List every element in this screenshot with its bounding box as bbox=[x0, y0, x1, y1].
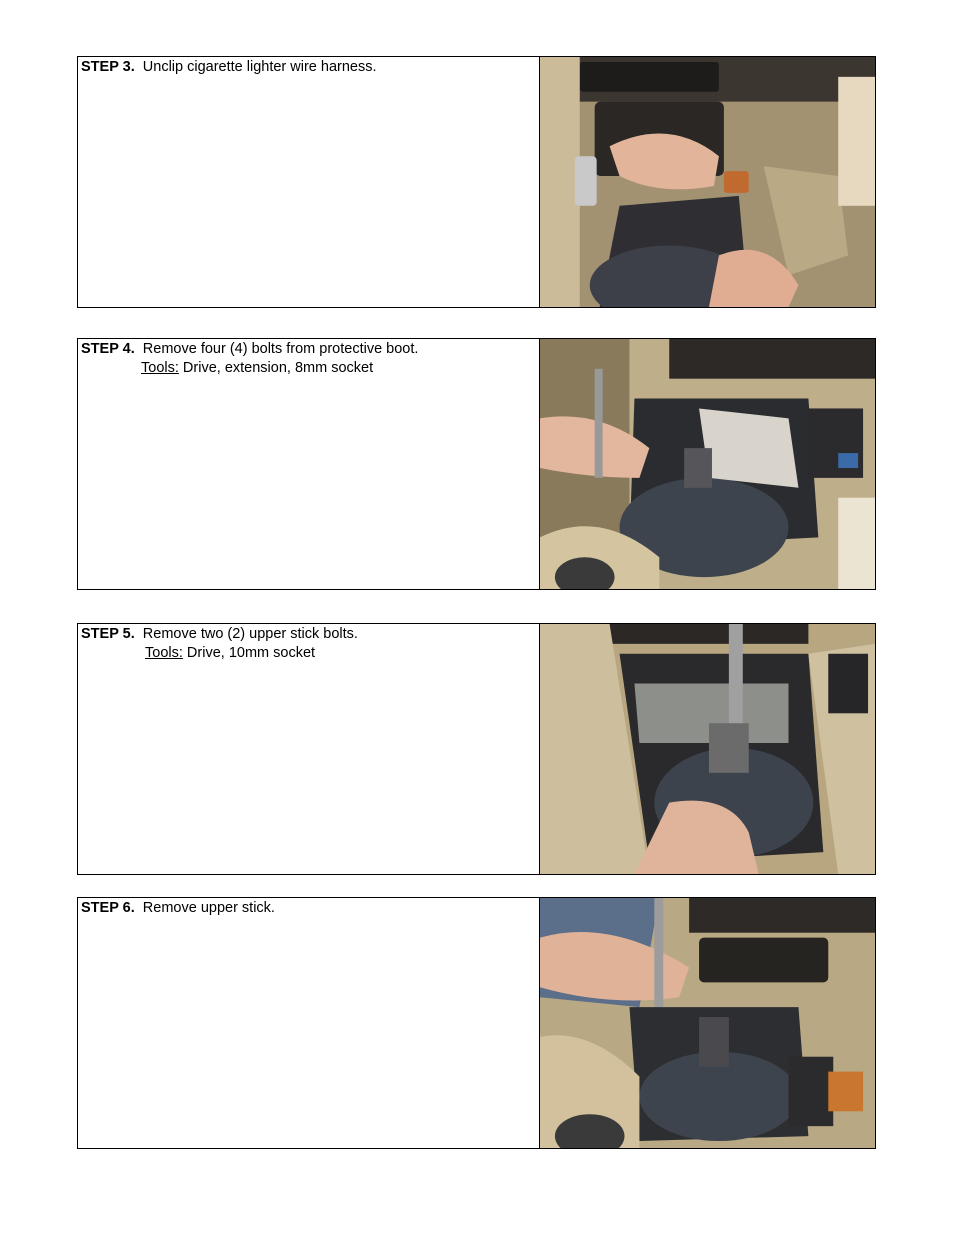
step-6-box bbox=[77, 897, 876, 1149]
step-5-text bbox=[78, 624, 540, 874]
step-4-box bbox=[77, 338, 876, 590]
step-6-label: STEP 6. bbox=[81, 900, 135, 916]
step-4-tools-value: Drive, extension, 8mm socket bbox=[182, 360, 374, 376]
step-4-label: STEP 4. bbox=[81, 341, 135, 357]
step-4-tools-label: Tools: bbox=[141, 360, 179, 376]
step-3-photo bbox=[540, 57, 875, 307]
step-5-photo bbox=[540, 624, 875, 874]
step-5-label: STEP 5. bbox=[81, 626, 135, 642]
step-5-instruction: Remove two (2) upper stick bolts. bbox=[142, 626, 358, 642]
step-5-tools-label: Tools: bbox=[145, 645, 183, 661]
step-6-instruction: Remove upper stick. bbox=[142, 900, 275, 916]
step-5-box bbox=[77, 623, 876, 875]
step-3-instruction: Unclip cigarette lighter wire harness. bbox=[142, 59, 377, 75]
step-5-tools-value: Drive, 10mm socket bbox=[186, 645, 316, 661]
step-4-tools bbox=[81, 359, 539, 378]
step-6-text bbox=[78, 898, 540, 1148]
step-6-photo bbox=[540, 898, 875, 1148]
step-3-label: STEP 3. bbox=[81, 59, 135, 75]
step-4-instruction: Remove four (4) bolts from protective boot. bbox=[142, 341, 419, 357]
step-3-box bbox=[77, 56, 876, 308]
step-4-photo bbox=[540, 339, 875, 589]
step-3-text bbox=[78, 57, 540, 307]
step-4-text bbox=[78, 339, 540, 589]
step-5-tools bbox=[81, 644, 539, 663]
